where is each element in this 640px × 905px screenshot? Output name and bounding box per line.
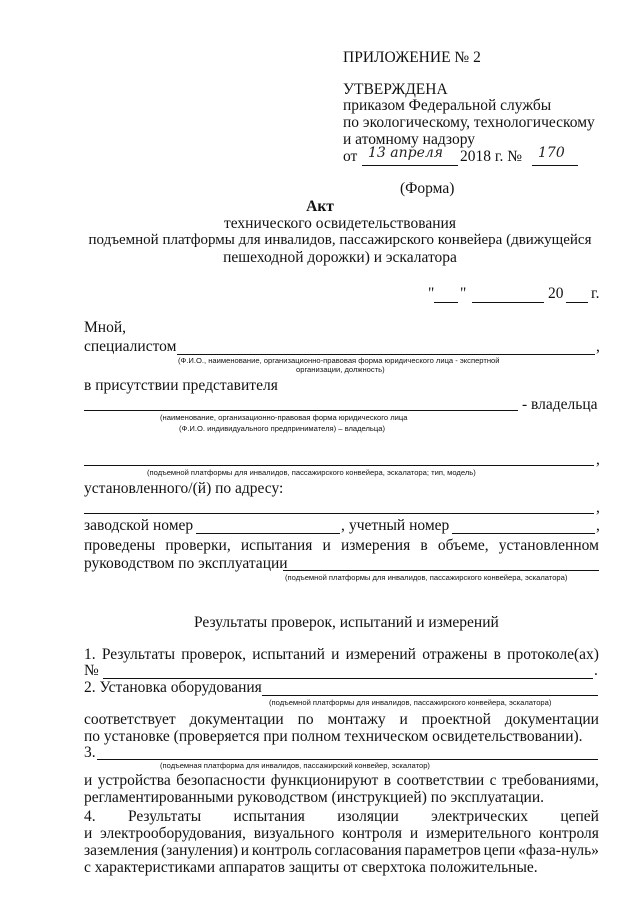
item2-line [262, 695, 598, 696]
owner-line [84, 410, 518, 411]
date-month-line [472, 302, 544, 303]
word: «фаза-нуль» [518, 842, 599, 859]
approval-line-1: приказом Федеральной службы [343, 97, 552, 114]
word: (зануления) [160, 842, 238, 859]
word: Результаты [127, 808, 202, 825]
equipment-line [84, 465, 594, 466]
item4-line-2 [84, 826, 599, 842]
word: контроля [342, 825, 403, 842]
approval-date-handwritten: 13 апреля [368, 145, 444, 161]
word: и [322, 537, 331, 554]
word: в [383, 772, 392, 789]
word: 4. [84, 808, 96, 825]
manual-hint: (подъемной платформы для инвалидов, пассажирского конвейера, эскалатора) [285, 573, 568, 582]
date-quote-open: " [428, 285, 435, 302]
word: в [493, 646, 501, 663]
item1-number-sign: № [84, 662, 99, 679]
specialist-hint-1: (Ф.И.О., наименование, организационно-правовая форма юридического лица - экспертной [178, 356, 500, 365]
word: протоколе(ах) [507, 646, 599, 663]
word: электрооборудования, [100, 825, 246, 842]
word: заземления [84, 842, 159, 859]
word: документации [189, 711, 284, 728]
word: измерений [345, 646, 416, 663]
word: соответствии [396, 772, 485, 789]
word: контроля [539, 825, 599, 842]
word: и [84, 772, 93, 789]
by-me-label: Мной, [84, 319, 126, 336]
word: Результаты [101, 646, 176, 663]
address-line [84, 513, 594, 514]
specialist-line [177, 354, 595, 355]
word: электрических [431, 808, 528, 825]
approval-line-2: по экологическому, технологическому [343, 114, 595, 131]
approval-year: 2018 г. № [460, 148, 523, 165]
appendix-label: ПРИЛОЖЕНИЕ № 2 [343, 49, 481, 66]
word: цепи [483, 842, 516, 859]
installed-at-label: установленного/(й) по адресу: [84, 480, 284, 497]
specialist-hint-2: организации, должность) [296, 365, 385, 374]
word: устройства [97, 772, 171, 789]
item1-line [84, 647, 599, 663]
factory-number-comma: , [341, 517, 345, 534]
word: требованиями, [502, 772, 599, 789]
factory-number-line [196, 533, 340, 534]
word: и [409, 825, 419, 842]
word: объеме, [437, 537, 489, 554]
item3-prefix: 3. [84, 744, 96, 761]
account-number-line [452, 533, 595, 534]
item3-line-2: регламентированными руководством (инструкцией) по эксплуатации. [84, 789, 545, 806]
word: проверок, [181, 646, 247, 663]
word: по [297, 711, 314, 728]
item2-hint: (подъемной платформы для инвалидов, пассажирского конвейера, эскалатора) [269, 698, 552, 707]
order-number-line [532, 165, 578, 166]
word: безопасности [176, 772, 266, 789]
word: монтажу [327, 711, 386, 728]
word: в [420, 537, 428, 554]
word: измерительного [426, 825, 532, 842]
word: цепей [560, 808, 599, 825]
results-heading: Результаты проверок, испытаний и измерений [194, 614, 499, 631]
item1-end: . [594, 662, 598, 679]
item2-conformity-line [84, 712, 599, 728]
account-number-comma: , [596, 517, 600, 534]
act-title-line-3: пешеходной дорожки) и эскалатора [223, 249, 457, 266]
specialist-label: специалистом [84, 338, 177, 355]
act-title-line-2: подъемной платформы для инвалидов, пассажирского конвейера (движущейся [88, 232, 592, 248]
manual-line [283, 570, 599, 571]
date-year-suffix: г. [591, 285, 600, 302]
owner-suffix: - владельца [522, 396, 598, 413]
act-title: Акт [306, 198, 334, 215]
word: испытаний [252, 646, 325, 663]
equipment-hint: (подъемной платформы для инвалидов, пассажирского конвейера, эскалатора; тип, модель) [147, 468, 476, 477]
date-quote-close: " [460, 285, 467, 302]
order-number-handwritten: 170 [538, 145, 565, 161]
word: параметров [404, 842, 481, 859]
date-year-line [566, 302, 588, 303]
factory-number-label: заводской номер [84, 517, 194, 534]
word: и [240, 842, 250, 859]
word: проведены [84, 537, 156, 554]
approval-line-3: и атомному надзору [343, 131, 475, 148]
address-comma: , [596, 499, 600, 516]
specialist-comma: , [596, 338, 600, 355]
equipment-comma: , [596, 451, 600, 468]
manual-prefix: руководством по эксплуатации [84, 555, 288, 572]
item3-hint: (подъемная платформа для инвалидов, пассажирский конвейер, эскалатор) [160, 761, 430, 770]
date-year-prefix: 20 [548, 285, 564, 302]
owner-hint-2: (Ф.И.О. индивидуального предпринимателя) – владельца) [179, 424, 385, 433]
word: и [331, 646, 340, 663]
conducted-line [84, 538, 599, 554]
word: документации [504, 711, 599, 728]
presence-label: в присутствии представителя [84, 377, 278, 394]
item3-safety-line [84, 773, 599, 789]
word: изоляции [337, 808, 399, 825]
item4-line-3 [84, 843, 599, 859]
word: 1. [84, 646, 96, 663]
approved-label: УТВЕРЖДЕНА [343, 81, 448, 98]
word: проектной [421, 711, 491, 728]
item4-line-4: с характеристиками аппаратов защиты от сверхтока положительные. [84, 859, 538, 876]
word: проверки, [165, 537, 231, 554]
approval-date-line [362, 165, 458, 166]
item2-prefix: 2. Установка оборудования [84, 679, 262, 696]
date-day-line [434, 302, 458, 303]
word: согласования [314, 842, 402, 859]
item4-line-1 [84, 809, 599, 825]
owner-hint-1: (наименование, организационно-правовая форма юридического лица [160, 413, 408, 422]
word: испытания [233, 808, 305, 825]
word: контроль [251, 842, 312, 859]
word: отражены [422, 646, 488, 663]
item3-line [97, 759, 598, 760]
word: и [84, 825, 93, 842]
form-label: (Форма) [400, 180, 455, 197]
approval-date-prefix: от [343, 148, 358, 165]
word: визуального [253, 825, 335, 842]
word: с [489, 772, 497, 789]
item2-line-2: по установке (проверяется при полном техническом освидетельствовании). [84, 728, 583, 745]
word: испытания [240, 537, 313, 554]
word: установленном [498, 537, 599, 554]
word: и [399, 711, 408, 728]
word: соответствует [84, 711, 176, 728]
word: измерения [340, 537, 411, 554]
word: функционируют [270, 772, 379, 789]
act-title-line-1: технического освидетельствования [223, 215, 456, 232]
account-number-label: учетный номер [349, 517, 450, 534]
